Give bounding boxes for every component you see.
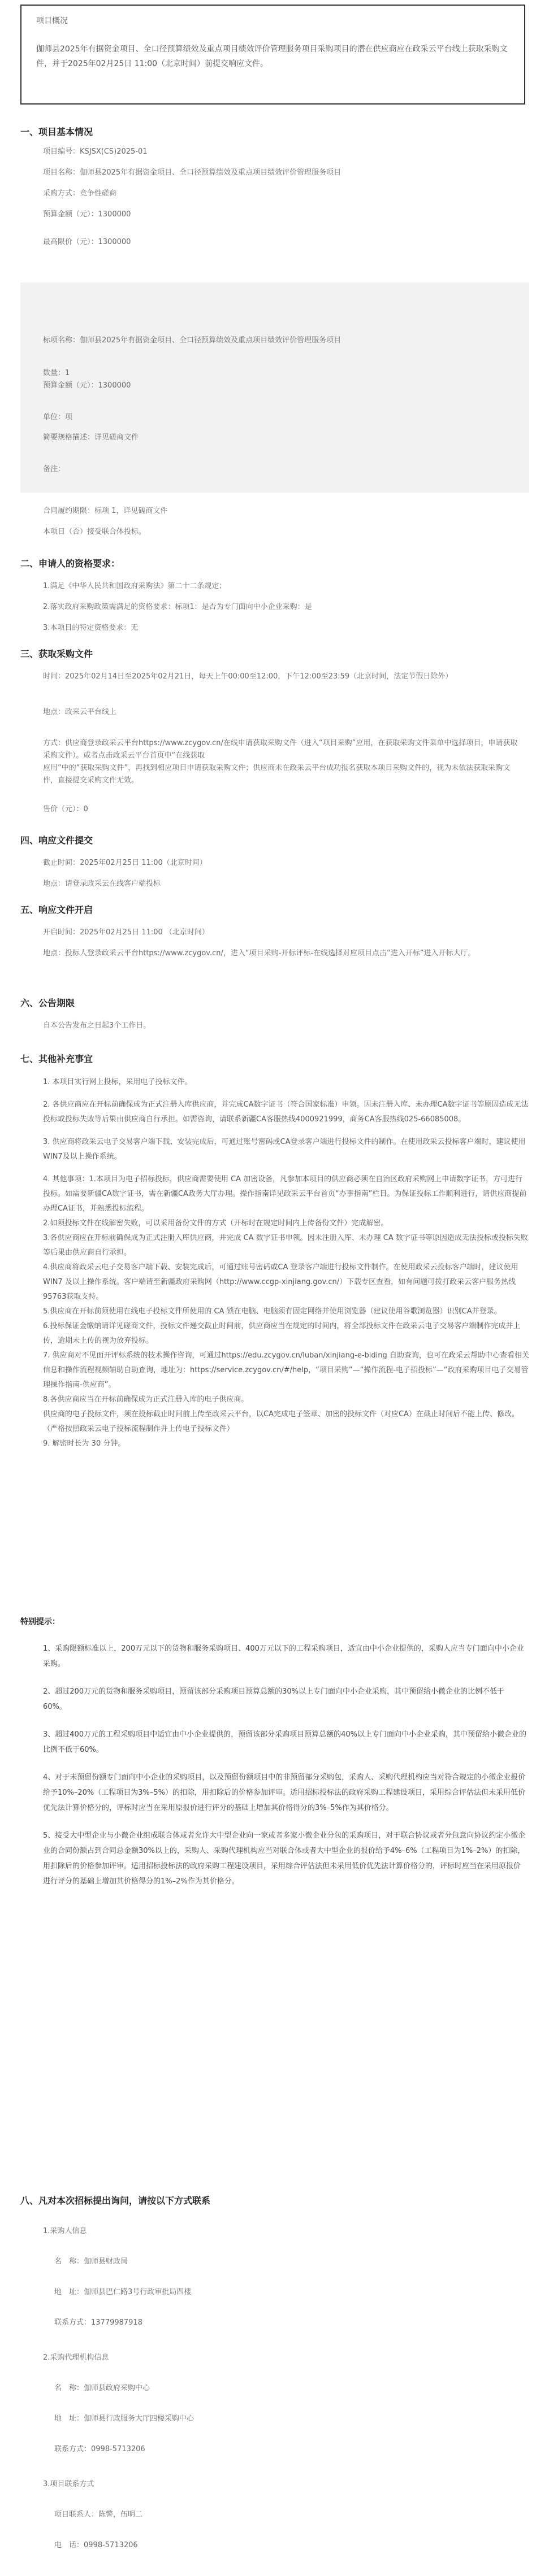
note-item: 6.投标保证金缴纳请详见磋商文件，投标文件递交截止时间前，供应商应当在规定的时间内，将全部投标文件在政采云电子交易客户端制作完成并上传，逾期未上传的视为放弃投标。 [43,1322,521,1345]
overview-box [20,5,525,105]
requirement-3: 3.本项目的特定资格要求：无 [43,624,139,632]
purchaser-title: 1.采购人信息 [43,2227,87,2235]
obtain-place: 地点：政采云平台线上 [43,708,117,716]
note-item: 3. 供应商将政采云电子交易客户端下载、安装完成后，可通过账号密码或CA登录客户端进行投标文件的制作。在使用政采云投标客户端时，建议使用WIN7及以上操作系统。 [43,1138,526,1161]
budget-amount: 预算金额（元）：1300000 [43,210,131,219]
purchaser-name: 名 称：伽师县财政局 [54,2257,128,2266]
special-tips-title: 特别提示： [20,1617,60,1626]
requirement-2: 2.落实政府采购政策需满足的资格要求：标项1：是否为专门面向中小企业采购：是 [43,603,312,611]
tip-item: 2、超过200万元的货物和服务采购项目，预留该部分采购项目预算总额的30%以上专门面向中小企业采购，其中预留给小微企业的比例不低于60%。 [43,1687,504,1711]
tip-item: 4、对于未预留份额专门面向中小企业的采购项目，以及预留份额项目中的非预留部分采购包，采购人、采购代理机构应当对符合规定的小微企业报价给予10%–20%（工程项目为3%–5%）的扣除，用扣除后的价格参加评审。适用招标投标法的政府采购工程建设项目，采用综合评估法但未采用低价优先法计算价格分的，评标时应当在采用原报价进行评分的基础上增加其价格得分的3%–5%作为其价格分。 [43,1773,526,1812]
project-name: 项目名称：伽师县2025年有据资金项目、全口径预算绩效及重点项目绩效评价管理服务项目 [43,168,341,177]
opening-time: 开启时间：2025年02月25日 11:00 （北京时间） [43,928,209,937]
lot-title: 标项名称：伽师县2025年有据资金项目、全口径预算绩效及重点项目绩效评价管理服务项目 [43,336,341,345]
tip-item: 1、采购限额标准以上，200万元以下的货物和服务采购项目、400万元以下的工程采购项目，适宜由中小企业提供的，采购人应当专门面向中小企业采购。 [43,1644,524,1668]
agency-address: 地 址：伽师县行政服务大厅四楼采购中心 [54,2414,194,2423]
note-item: 4. 其他事项：1.本项目为电子招标投标，供应商需要使用 CA 加密设备，凡参加本项目的供应商必须在自治区政府采购网上申请数字证书，方可进行投标。如需要新疆CA数字证书，需在新疆CA政务大厅办理。操作指南详见政采云平台首页“办事指南”栏目。为保证投标工作顺利进行，请供应商提前办理CA证书，并熟悉投标流程。 [43,1175,527,1213]
agency-name: 名 称：伽师县政府采购中心 [54,2384,150,2392]
lot-remark: 备注： [43,465,66,473]
submit-place: 地点：请登录政采云在线客户端投标 [43,880,161,888]
project-number: 项目编号：KSJSX(CS)2025-01 [43,147,148,156]
lot-info-box [20,282,529,493]
obtain-method-1: 方式：供应商登录政采云平台https://www.zcygov.cn/在线申请获取采购文件（进入“项目采购”应用，在获取采购文件菜单中选择项目，申请获取采购文件）。或者点击政采云平台首页中“在线获取 [43,739,518,760]
lot-quantity: 数量：1 [43,369,70,377]
opening-place: 地点：投标人登录政采云平台https://www.zcygov.cn/，进入“项目采购-开标评标-在线选择对应项目点击“进入开标”进入开标大厅。 [43,949,475,958]
section-6-heading: 六、公告期限 [20,998,75,1008]
note-item: 4.供应商将政采云电子交易客户端下载、安装完成后，可通过账号密码或CA 登录客户端进行投标文件制作。在使用政采云投标客户端时，建议使用 WIN7 及以上操作系统。客户端请至新疆政府采购网（http://www.ccgp-xinjiang.gov.cn/）下载专区查看，如有问题可拨打政采云客户服务热线95763获取支持。 [43,1263,518,1301]
special-tips [43,1641,526,1889]
note-item: 5.供应商在开标前须使用在线电子投标文件所使用的 CA 锁在电脑、电脑须有固定网络并使用浏览器（建议使用谷歌浏览器）识别CA并登录。 [43,1307,502,1316]
obtain-method-2: 应用”中的“获取采购文件”，再找到相应项目申请获取采购文件；供应商未在政采云平台成功报名获取本项目采购文件的，视为未依法获取采购文件，直接提交采购文件无效。 [43,764,511,785]
section-3-heading: 三、获取采购文件 [20,649,93,659]
requirement-1: 1.满足《中华人民共和国政府采购法》第二十二条规定； [43,582,227,590]
note-item: 2. 各供应商应在开标前确保成为正式注册入库供应商，并完成CA数字证书（符合国家标准）申领。因未注册入库、未办理CA数字证书等原因造成无法投标或投标失败等后果由供应商自行承担。如需咨询，请联系新疆CA客服热线4000921999，商务CA客服热线025-66085008。 [43,1100,529,1124]
obtain-time: 时间：2025年02月14日至2025年02月21日，每天上午00:00至12:00，下午12:00至23:59（北京时间，法定节假日除外） [43,672,453,681]
submit-deadline: 截止时间：2025年02月25日 11:00（北京时间） [43,859,207,867]
overview-title: 项目概况 [36,16,68,25]
section-8-heading: 八、凡对本次招标提出询问，请按以下方式联系 [20,2195,211,2206]
max-price: 最高限价（元）：1300000 [43,238,131,246]
lot-budget: 预算金额（元）：1300000 [43,381,131,390]
contact-phone: 电 话：0998-5713206 [54,2541,138,2549]
procurement-method: 采购方式：竞争性磋商 [43,189,117,198]
document-price: 售价（元）：0 [43,805,88,813]
tip-item: 3、超过400万元的工程采购项目中适宜由中小企业提供的，预留该部分采购项目预算总额的40%以上专门面向中小企业采购，其中预留给小微企业的比例不低于60%。 [43,1730,526,1754]
consortium-note: 本项目（否）接受联合体投标。 [43,528,146,536]
note-item: 2.如须投标文件在线解密失败，可以采用备份文件的方式（开标时在规定时间内上传备份文件）完成解密。 [43,1219,388,1228]
note-item: 8.各供应商应当在开标前确保成为正式注册入库的电子供应商。 [43,1395,249,1404]
section-7-heading: 七、其他补充事宜 [20,1054,93,1064]
section-4-heading: 四、响应文件提交 [20,835,93,846]
lot-spec: 简要规格描述：详见磋商文件 [43,433,139,442]
purchaser-phone: 联系方式：13779987918 [54,2318,142,2327]
contact-person: 项目联系人：陈警，伍明二 [54,2510,143,2519]
section-5-heading: 五、响应文件开启 [20,904,93,915]
note-item: 供应商的电子投标文件，须在投标截止时间前上传至政采云平台，以CA完成电子签章、加密的投标文件（对应CA）在截止时间后不能上传、修改。（严格按照政采云电子投标流程制作并上传电子投标文件） [43,1410,519,1433]
supplementary-notes [43,1075,529,1451]
overview-body: 伽师县2025年有据资金项目、全口径预算绩效及重点项目绩效评价管理服务项目采购项目的潜在供应商应在政采云平台线上获取采购文件，并于2025年02月25日 11:00（北京时间）前提交响应文件。 [36,45,508,68]
contract-period: 合同履约期限：标项 1，详见磋商文件 [43,507,168,515]
note-item: 7. 供应商对不见面开评标系统的技术操作咨询，可通过https://edu.zcygov.cn/luban/xinjiang-e-biding 自助查询，也可在政采云帮助中心查看相关信息和操作流程视频辅助自助查询，地址为：https://service.zcygov.cn/#/help，“项目采购”—“操作流程-电子招投标”—“政府采购项目电子交易管理操作指南-供应商”。 [43,1351,529,1389]
note-item: 1. 本项目实行网上投标，采用电子投标文件。 [43,1078,192,1086]
agency-title: 2.采购代理机构信息 [43,2353,109,2362]
tip-item: 5、接受大中型企业与小微企业组成联合体或者允许大中型企业向一家或者多家小微企业分包的采购项目，对于联合协议或者分包意向协议约定小微企业的合同份额占到合同总金额30%以上的，采购人、采购代理机构应当对联合体或者大中型企业的报价给予4%–6%（工程项目为1%–2%）的扣除，用扣除后的价格参加评审。适用招标投标法的政府采购工程建设项目，采用综合评估法但未采用低价优先法计算价格分的，评标时应当在采用原报价进行评分的基础上增加其价格得分的1%–2%作为其价格分。 [43,1831,526,1886]
note-item: 9. 解密时长为 30 分钟。 [43,1439,126,1448]
section-2-heading: 二、申请人的资格要求： [20,558,120,569]
agency-phone: 联系方式：0998-5713206 [54,2445,145,2453]
note-item: 3.各供应商应在开标前确保成为正式注册入库供应商，并完成 CA 数字证书申领。因未注册入库、未办理 CA 数字证书等原因造成无法投标或投标失败等后果由供应商自行承担。 [43,1234,528,1257]
lot-unit: 单位：项 [43,413,73,421]
section-1-heading: 一、项目基本情况 [20,127,93,137]
contact-title: 3.项目联系方式 [43,2480,94,2488]
purchaser-address: 地 址：伽师县巴仁路3号行政审批局四楼 [54,2288,192,2296]
announcement-period: 自本公告发布之日起3个工作日。 [43,1021,151,1030]
